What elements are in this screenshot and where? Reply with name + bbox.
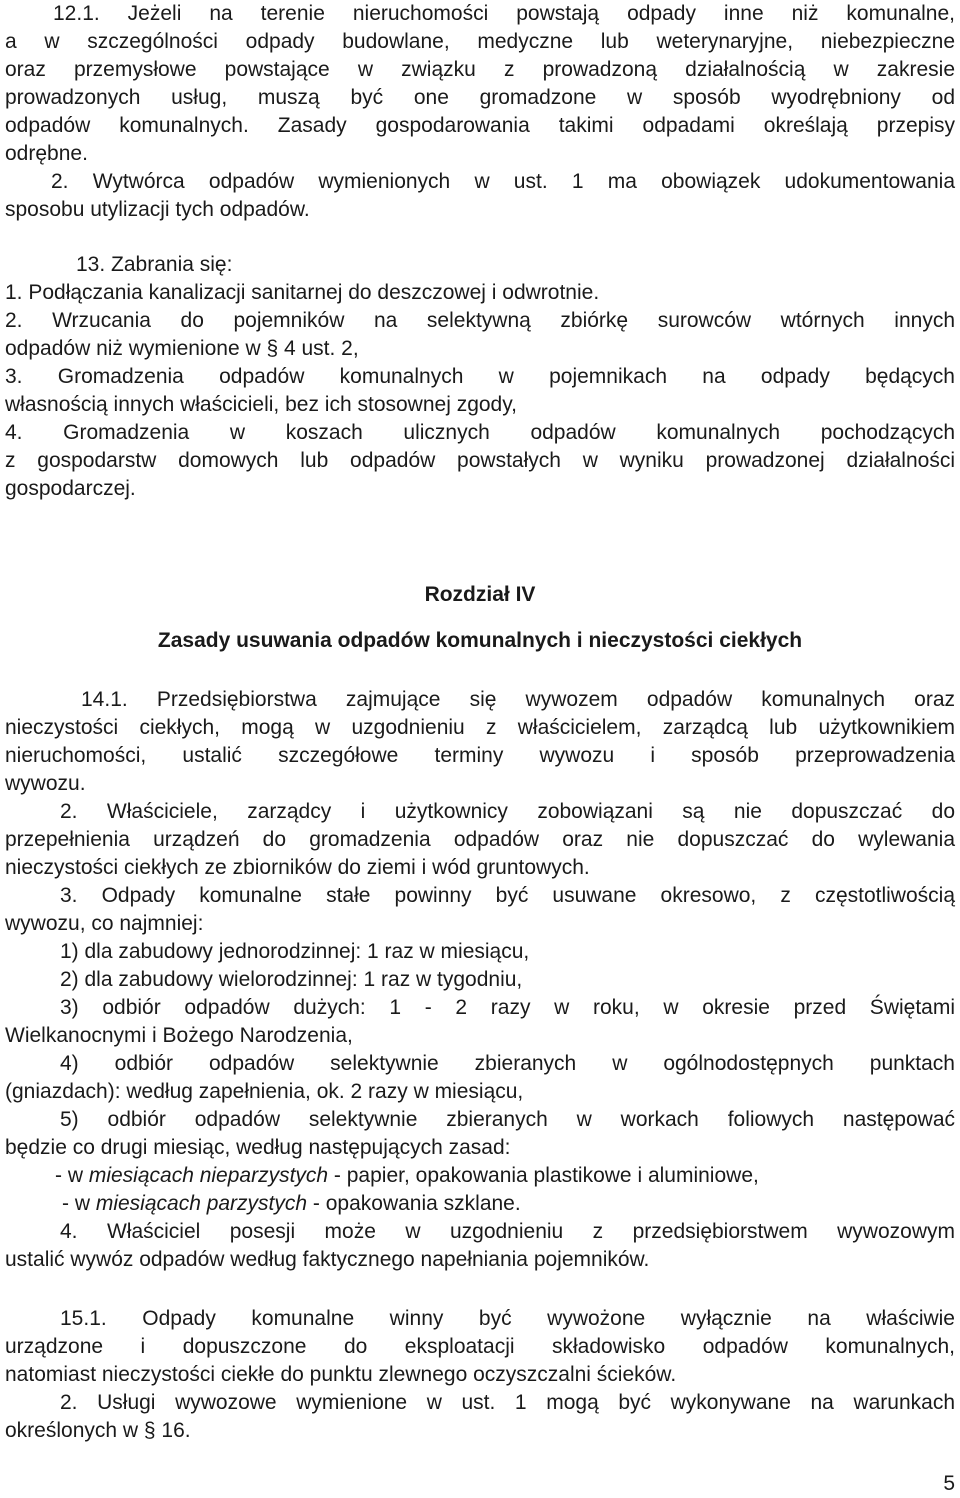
s15-line-4: 2. Usługi wywozowe wymienione w ust. 1 mogą być wykonywane na warunkach bbox=[60, 1391, 955, 1414]
s14-line-19-prefix: - w bbox=[62, 1192, 96, 1215]
s14-line-15: (gniazdach): według zapełnienia, ok. 2 razy w miesiącu, bbox=[5, 1080, 524, 1103]
s14-line-8: 3. Odpady komunalne stałe powinny być usuwane okresowo, z częstotliwością bbox=[60, 884, 955, 907]
s13-line-6: 4. Gromadzenia w koszach ulicznych odpadów komunalnych pochodzących bbox=[5, 421, 955, 444]
s14-line-16: 5) odbiór odpadów selektywnie zbieranych w workach foliowych następować bbox=[60, 1108, 955, 1131]
s12-line-5: odpadów komunalnych. Zasady gospodarowania takimi odpadami określają przepisy bbox=[5, 114, 955, 137]
s14-line-19-rest: - opakowania szklane. bbox=[307, 1192, 521, 1215]
s14-line-7: nieczystości ciekłych ze zbiorników do ziemi i wód gruntowych. bbox=[5, 856, 590, 879]
s13-line-3: odpadów niż wymienione w § 4 ust. 2, bbox=[5, 337, 359, 360]
chapter-subtitle: Zasady usuwania odpadów komunalnych i nieczystości ciekłych bbox=[157, 629, 803, 652]
s14-line-6: przepełnienia urządzeń do gromadzenia odpadów oraz nie dopuszczać do wylewania bbox=[5, 828, 955, 851]
chapter-title: Rozdział IV bbox=[424, 583, 536, 606]
s14-line-2: nieczystości ciekłych, mogą w uzgodnieniu z właścicielem, zarządcą lub użytkownikiem bbox=[5, 716, 955, 739]
s14-line-20: 4. Właściciel posesji może w uzgodnieniu z przedsiębiorstwem wywozowym bbox=[60, 1220, 955, 1243]
s14-line-3: nieruchomości, ustalić szczegółowe terminy wywozu i sposób przeprowadzenia bbox=[5, 744, 955, 767]
s14-line-11: 2) dla zabudowy wielorodzinnej: 1 raz w tygodniu, bbox=[60, 968, 523, 991]
s14-line-21: ustalić wywóz odpadów według faktycznego napełniania pojemników. bbox=[5, 1248, 650, 1271]
s14-line-5: 2. Właściciele, zarządcy i użytkownicy zobowiązani są nie dopuszczać do bbox=[60, 800, 955, 823]
s13-line-4: 3. Gromadzenia odpadów komunalnych w pojemnikach na odpady będących bbox=[5, 365, 955, 388]
s15-line-3: natomiast nieczystości ciekłe do punktu zlewnego oczyszczalni ścieków. bbox=[5, 1363, 677, 1386]
s12-line-6: odrębne. bbox=[5, 142, 88, 165]
s12-line-1: 12.1. Jeżeli na terenie nieruchomości powstają odpady inne niż komunalne, bbox=[53, 2, 955, 25]
s13-line-5: własnością innych właścicieli, bez ich stosownej zgody, bbox=[5, 393, 518, 416]
s14-line-10: 1) dla zabudowy jednorodzinnej: 1 raz w miesiącu, bbox=[60, 940, 530, 963]
s14-line-18 bbox=[5, 1162, 960, 1190]
s12-line-2: a w szczególności odpady budowlane, medyczne lub weterynaryjne, niebezpieczne bbox=[5, 30, 955, 53]
s13-line-8: gospodarczej. bbox=[5, 477, 136, 500]
s14-line-18-rest: - papier, opakowania plastikowe i aluminiowe, bbox=[328, 1164, 759, 1187]
s14-line-17: będzie co drugi miesiąc, według następujących zasad: bbox=[5, 1136, 511, 1159]
s14-line-19-italic: miesiącach parzystych bbox=[95, 1192, 308, 1215]
s15-line-1: 15.1. Odpady komunalne winny być wywożone wyłącznie na właściwie bbox=[60, 1307, 955, 1330]
s13-line-2: 2. Wrzucania do pojemników na selektywną zbiórkę surowców wtórnych innych bbox=[5, 309, 955, 332]
s13-line-1: 1. Podłączania kanalizacji sanitarnej do deszczowej i odwrotnie. bbox=[5, 281, 600, 304]
s14-line-14: 4) odbiór odpadów selektywnie zbieranych w ogólnodostępnych punktach bbox=[60, 1052, 955, 1075]
page-number: 5 bbox=[943, 1472, 955, 1495]
s12-line-7: 2. Wytwórca odpadów wymienionych w ust. 1 ma obowiązek udokumentowania bbox=[51, 170, 955, 193]
s14-line-19 bbox=[5, 1190, 960, 1218]
s14-line-4: wywozu. bbox=[5, 772, 86, 795]
s12-line-4: prowadzonych usług, muszą być one gromadzone w sposób wyodrębniony od bbox=[5, 86, 955, 109]
s14-line-9: wywozu, co najmniej: bbox=[5, 912, 204, 935]
s15-line-2: urządzone i dopuszczone do eksploatacji składowisko odpadów komunalnych, bbox=[5, 1335, 955, 1358]
s14-line-13: Wielkanocnymi i Bożego Narodzenia, bbox=[5, 1024, 353, 1047]
s15-line-5: określonych w § 16. bbox=[5, 1419, 191, 1442]
s12-line-3: oraz przemysłowe powstające w związku z prowadzoną działalnością w zakresie bbox=[5, 58, 955, 81]
s13-line-7: z gospodarstw domowych lub odpadów powstałych w wyniku prowadzonej działalności bbox=[5, 449, 955, 472]
s14-line-1: 14.1. Przedsiębiorstwa zajmujące się wywozem odpadów komunalnych oraz bbox=[81, 688, 955, 711]
s12-line-8: sposobu utylizacji tych odpadów. bbox=[5, 198, 310, 221]
s14-line-12: 3) odbiór odpadów dużych: 1 - 2 razy w roku, w okresie przed Świętami bbox=[60, 996, 955, 1019]
s14-line-18-prefix: - w bbox=[55, 1164, 89, 1187]
s14-line-18-italic: miesiącach nieparzystych bbox=[88, 1164, 329, 1187]
s13-heading: 13. Zabrania się: bbox=[76, 253, 233, 276]
